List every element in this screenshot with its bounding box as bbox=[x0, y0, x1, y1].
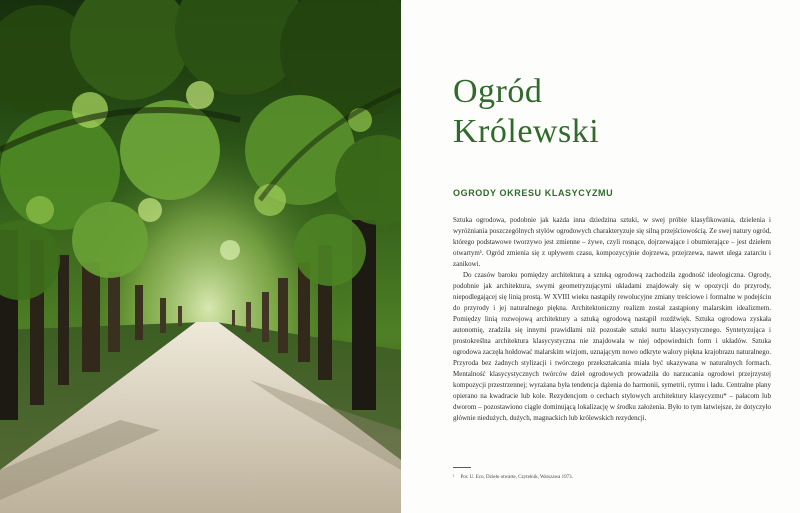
paragraph: Do czasów baroku pomiędzy architekturą a sztuką ogrodową zachodziła zgodność ideologiczna. Ogrody, podobnie jak architektura, swymi geometryzującymi układami znajdowały się w opozycji do przyrody, niepodlegającej się linią prostą. W XVIII wieku nastąpiły rewolucyjne zmiany treściowe i formalne w podejściu do przyrody i jej naturalnego piękna. Architektoniczny realizm został zastąpiony malarskim idealizmem. Pomiędzy linią rozwojową architektury a sztuką ogrodową nastąpił rozdźwięk. Sztuka ogrodowa zyskała autonomię, zradziła się innymi prawidłami niż pozostałe sztuki nurtu klasycystycznego. Syntetyzująca i prostokreślna architektura klasycystyczna nie znajdowała w niej odpowiednich form i układów. Sztuka ogrodowa zaczęła hołdować malarskim wizjom, uznającym nowo odkryte walory piękna krajobrazu naturalnego. Przyroda bez żadnych stylizacji i twórczego przekształcania miała być ukazywana w naturalnych formach. Mentalność klasycystycznych twórców dzieł ogrodowych prowadziła do narzucania ogrodowi przejrzystej kompozycji przestrzennej; wyrażana była tendencja dążenia do harmonii, symetrii, rytmu i ładu. Centralne plany opierano na kwadracie lub kole. Rezydencjom o cechach stylowych architektury klasycyzmu* – pałacom lub dworom – pozostawiono ciągle dominującą lokalizację w środku założenia. Było to tym łatwiejsze, że dotyczyło głównie niedużych, dużych, magnackich lub królewskich rezydencji. bbox=[453, 271, 771, 422]
title-line-1: Ogród bbox=[453, 73, 543, 110]
footnote-number: ¹ bbox=[453, 475, 455, 480]
footnote-text: Por. U. Eco, Dzieło otwarte, Czytelnik, Warszawa 1973. bbox=[460, 475, 573, 480]
text-page bbox=[401, 0, 800, 513]
footnote-rule bbox=[453, 467, 471, 468]
title-line-2: Królewski bbox=[453, 113, 600, 150]
footnote bbox=[453, 474, 771, 481]
section-heading: OGRODY OKRESU KLASYCYZMU bbox=[453, 188, 614, 198]
paragraph: Sztuka ogrodowa, podobnie jak każda inna dziedzina sztuki, w swej próbie klasyfikowania, dzielenia i wyróżniania poszczególnych stylów ogrodowych charakteryzuje się silną przejściowością. Ze swej natury ogród, którego podstawowe tworzywo jest zmienne – żywe, czyli rosnące, dojrzewające i obumierające – jest dziełem otwartym¹. Ogród zmienia się z upływem czasu, kompozycyjnie dojrzewa, przejrzewa, nawet ulega zatarciu i zanikowi. bbox=[453, 216, 771, 268]
body-text bbox=[453, 215, 771, 424]
page-title bbox=[453, 72, 599, 152]
